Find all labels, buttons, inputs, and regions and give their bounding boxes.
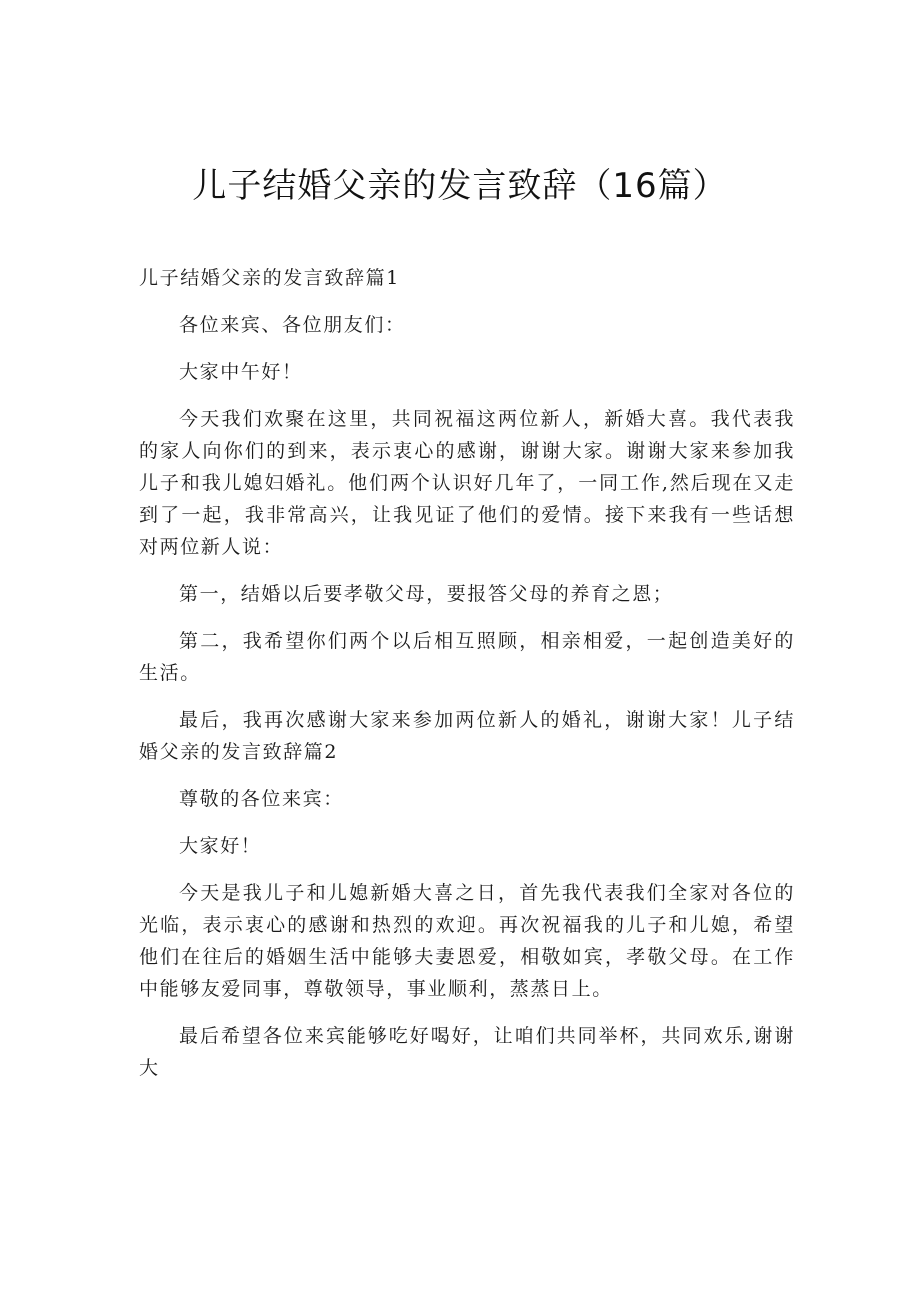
paragraph: 最后，我再次感谢大家来参加两位新人的婚礼，谢谢大家！儿子结婚父亲的发言致辞篇2	[139, 709, 795, 763]
paragraph: 第二，我希望你们两个以后相互照顾，相亲相爱，一起创造美好的生活。	[139, 630, 795, 684]
greeting: 大家好！	[179, 835, 262, 857]
section-heading: 儿子结婚父亲的发言致辞篇1	[139, 267, 400, 289]
paragraph: 今天我们欢聚在这里，共同祝福这两位新人，新婚大喜。我代表我的家人向你们的到来，表示衷心的感谢，谢谢大家。谢谢大家来参加我儿子和我儿媳妇婚礼。他们两个认识好几年了，一同工作,然后现在又走到了一起，我非常高兴，让我见证了他们的爱情。接下来我有一些话想对两位新人说：	[139, 408, 795, 558]
salutation: 尊敬的各位来宾：	[179, 788, 344, 810]
paragraph: 第一，结婚以后要孝敬父母，要报答父母的养育之恩；	[179, 583, 674, 605]
document-body	[139, 262, 795, 1099]
paragraph: 今天是我儿子和儿媳新婚大喜之日，首先我代表我们全家对各位的光临，表示衷心的感谢和热烈的欢迎。再次祝福我的儿子和儿媳，希望他们在往后的婚姻生活中能够夫妻恩爱，相敬如宾，孝敬父母。在工作中能够友爱同事，尊敬领导，事业顺利，蒸蒸日上。	[139, 882, 795, 1000]
paragraph: 最后希望各位来宾能够吃好喝好，让咱们共同举杯，共同欢乐,谢谢大	[139, 1025, 795, 1079]
page-title: 儿子结婚父亲的发言致辞（16篇）	[192, 166, 728, 206]
greeting: 大家中午好！	[179, 361, 303, 383]
salutation: 各位来宾、各位朋友们：	[179, 314, 406, 336]
